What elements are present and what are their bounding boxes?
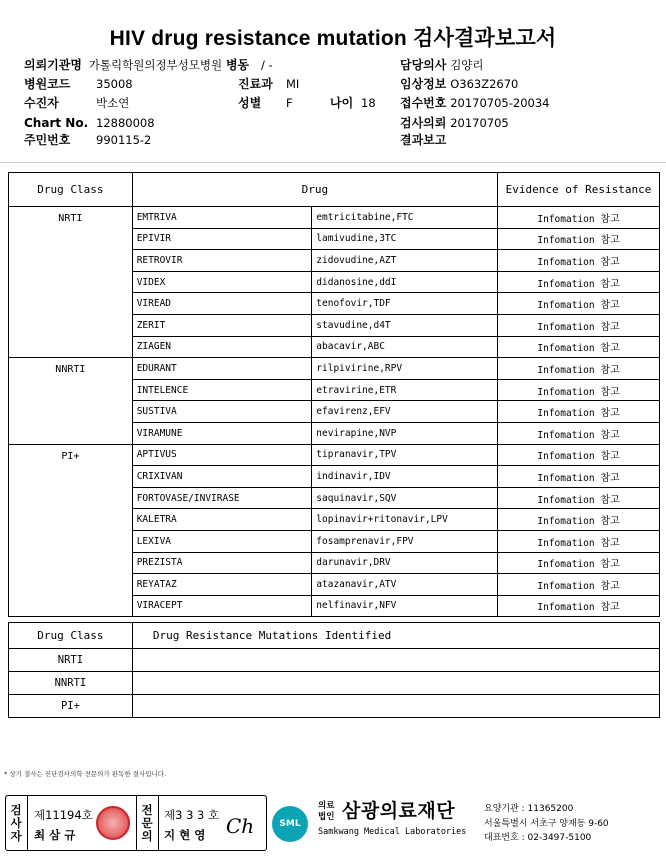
evidence-ko-text: 참고 <box>600 300 620 312</box>
ward-label: 병동 <box>225 58 250 72</box>
mutation-value-cell <box>132 672 659 695</box>
drug-brand-cell: EDURANT <box>132 358 312 380</box>
examiner-name: 최 삼 규 <box>34 828 76 842</box>
drug-brand-cell: CRIXIVAN <box>132 466 312 488</box>
evidence-ko-text: 참고 <box>600 321 620 333</box>
reviewer-signature: Ch <box>226 814 255 838</box>
divider <box>27 796 28 850</box>
ward-value: / - <box>260 58 273 72</box>
evidence-cell <box>498 207 660 229</box>
evidence-text: Infomation <box>537 516 595 528</box>
age-label: 나이 <box>330 96 354 110</box>
drug-table <box>8 172 660 617</box>
evidence-text: Infomation <box>537 364 595 376</box>
drug-generic-cell: tenofovir,TDF <box>312 293 498 315</box>
drug-brand-cell: EMTRIVA <box>132 207 312 229</box>
evidence-ko-text: 참고 <box>600 472 620 484</box>
chart-no-label: Chart No. <box>24 116 89 130</box>
evidence-text: Infomation <box>537 213 595 225</box>
evidence-text: Infomation <box>537 386 595 398</box>
table-row <box>9 695 660 718</box>
evidence-cell <box>498 401 660 423</box>
drug-brand-cell: EPIVIR <box>132 228 312 250</box>
evidence-text: Infomation <box>537 343 595 355</box>
drug-generic-cell: efavirenz,EFV <box>312 401 498 423</box>
drug-generic-cell: saquinavir,SQV <box>312 487 498 509</box>
table-row <box>9 444 660 466</box>
drug-generic-cell: emtricitabine,FTC <box>312 207 498 229</box>
evidence-cell <box>498 293 660 315</box>
department-value: MI <box>286 77 300 91</box>
drug-class-cell: PI+ <box>9 444 133 617</box>
evidence-ko-text: 참고 <box>600 516 620 528</box>
drug-generic-cell: darunavir,DRV <box>312 552 498 574</box>
evidence-ko-text: 참고 <box>600 429 620 441</box>
mutation-class-cell: NRTI <box>9 649 133 672</box>
patient-label: 수진자 <box>24 96 59 110</box>
evidence-cell <box>498 314 660 336</box>
institution-row <box>24 58 273 73</box>
evidence-cell <box>498 444 660 466</box>
drug-generic-cell: fosamprenavir,FPV <box>312 530 498 552</box>
drug-brand-cell: PREZISTA <box>132 552 312 574</box>
evidence-text: Infomation <box>537 451 595 463</box>
drug-brand-cell: VIRACEPT <box>132 595 312 617</box>
report-title: HIV drug resistance mutation 검사결과보고서 <box>109 27 557 50</box>
evidence-ko-text: 참고 <box>600 235 620 247</box>
doctor-label: 담당의사 <box>400 58 447 72</box>
examiner-license: 제11194호 <box>34 808 93 822</box>
evidence-cell <box>498 487 660 509</box>
drug-brand-cell: ZERIT <box>132 314 312 336</box>
footnote: * 상기 결사는 진단검사의학 전문의가 판독한 결사입니다. <box>4 770 167 778</box>
drug-brand-cell: SUSTIVA <box>132 401 312 423</box>
evidence-cell <box>498 358 660 380</box>
evidence-text: Infomation <box>537 321 595 333</box>
mutation-class-cell: NNRTI <box>9 672 133 695</box>
drug-table-header <box>9 173 660 207</box>
reviewer-name: 지 현 영 <box>164 828 206 842</box>
evidence-text: Infomation <box>537 278 595 290</box>
hospital-code-label: 병원코드 <box>24 77 71 91</box>
evidence-cell <box>498 271 660 293</box>
divider <box>158 796 159 850</box>
reviewer-label: 전 문 의 <box>141 803 153 843</box>
org-name: 삼광의료재단 <box>342 800 456 822</box>
evidence-ko-text: 참고 <box>600 256 620 268</box>
evidence-ko-text: 참고 <box>600 213 620 225</box>
drug-header: Drug <box>132 173 497 207</box>
receipt-no-value: 20170705-20034 <box>450 96 550 110</box>
evidence-text: Infomation <box>537 559 595 571</box>
drug-generic-cell: etravirine,ETR <box>312 379 498 401</box>
drug-class-header: Drug Class <box>9 173 133 207</box>
evidence-ko-text: 참고 <box>600 559 620 571</box>
evidence-cell <box>498 422 660 444</box>
drug-generic-cell: zidovudine,AZT <box>312 250 498 272</box>
institution-value: 가톨릭학원의정부성모병원 <box>88 58 223 72</box>
sex-label: 성별 <box>238 96 262 110</box>
org-type: 의료법인 <box>318 801 335 822</box>
drug-brand-cell: ZIAGEN <box>132 336 312 358</box>
drug-generic-cell: tipranavir,TPV <box>312 444 498 466</box>
evidence-cell <box>498 595 660 617</box>
evidence-text: Infomation <box>537 537 595 549</box>
drug-brand-cell: VIDEX <box>132 271 312 293</box>
evidence-text: Infomation <box>537 580 595 592</box>
seal-stamp-icon <box>96 806 130 840</box>
hospital-code-row <box>24 77 70 92</box>
doctor-value: 김양리 <box>450 58 484 72</box>
evidence-ko-text: 참고 <box>600 537 620 549</box>
clinical-info-value: O363Z2670 <box>450 77 519 91</box>
evidence-cell <box>498 228 660 250</box>
evidence-text: Infomation <box>537 429 595 441</box>
signature-box <box>5 795 267 851</box>
drug-generic-cell: lopinavir+ritonavir,LPV <box>312 509 498 531</box>
drug-generic-cell: atazanavir,ATV <box>312 574 498 596</box>
address: 서울특별시 서초구 양재동 9-60 <box>484 819 609 829</box>
drug-brand-cell: FORTOVASE/INVIRASE <box>132 487 312 509</box>
evidence-text: Infomation <box>537 494 595 506</box>
evidence-cell <box>498 574 660 596</box>
reviewer-license: 제3 3 3 호 <box>164 808 220 822</box>
table-row <box>9 207 660 229</box>
mutation-class-header: Drug Class <box>9 623 133 649</box>
clinical-info-label: 임상정보 <box>400 77 447 91</box>
test-request-value: 20170705 <box>450 116 509 130</box>
institution-label: 의뢰기관명 <box>24 58 82 72</box>
drug-generic-cell: rilpivirine,RPV <box>312 358 498 380</box>
drug-class-cell: NRTI <box>9 207 133 358</box>
chart-no-value: 12880008 <box>96 116 155 130</box>
drug-generic-cell: stavudine,d4T <box>312 314 498 336</box>
hospital-code-value: 35008 <box>96 77 133 91</box>
department-label: 진료과 <box>238 77 273 91</box>
table-row <box>9 649 660 672</box>
sex-value: F <box>286 96 293 110</box>
mutation-value-cell <box>132 695 659 718</box>
evidence-ko-text: 참고 <box>600 602 620 614</box>
evidence-cell <box>498 379 660 401</box>
mutation-value-cell <box>132 649 659 672</box>
drug-generic-cell: lamivudine,3TC <box>312 228 498 250</box>
evidence-ko-text: 참고 <box>600 494 620 506</box>
drug-brand-cell: VIRAMUNE <box>132 422 312 444</box>
drug-brand-cell: VIREAD <box>132 293 312 315</box>
evidence-text: Infomation <box>537 300 595 312</box>
evidence-text: Infomation <box>537 235 595 247</box>
drug-generic-cell: didanosine,ddI <box>312 271 498 293</box>
mutation-class-cell: PI+ <box>9 695 133 718</box>
evidence-text: Infomation <box>537 408 595 420</box>
evidence-cell <box>498 509 660 531</box>
header-divider <box>0 162 666 163</box>
org-name-en: Samkwang Medical Laboratories <box>318 827 467 837</box>
patient-value: 박소연 <box>96 96 130 110</box>
evidence-text: Infomation <box>537 472 595 484</box>
drug-brand-cell: KALETRA <box>132 509 312 531</box>
drug-generic-cell: nelfinavir,NFV <box>312 595 498 617</box>
drug-class-cell: NNRTI <box>9 358 133 444</box>
evidence-cell <box>498 466 660 488</box>
drug-brand-cell: REYATAZ <box>132 574 312 596</box>
drug-brand-cell: LEXIVA <box>132 530 312 552</box>
test-request-label: 검사의뢰 <box>400 116 447 130</box>
table-row <box>9 672 660 695</box>
mutation-table-header <box>9 623 660 649</box>
examiner-label: 검 사 자 <box>10 803 22 843</box>
drug-brand-cell: APTIVUS <box>132 444 312 466</box>
mutation-table <box>8 622 660 718</box>
table-row <box>9 358 660 380</box>
drug-generic-cell: nevirapine,NVP <box>312 422 498 444</box>
drug-table-body <box>9 207 660 617</box>
evidence-ko-text: 참고 <box>600 580 620 592</box>
evidence-cell <box>498 552 660 574</box>
phone: 대표번호 : 02-3497-5100 <box>484 833 592 843</box>
evidence-ko-text: 참고 <box>600 386 620 398</box>
evidence-header: Evidence of Resistance <box>498 173 660 207</box>
resident-no-value: 990115-2 <box>96 133 152 147</box>
evidence-cell <box>498 336 660 358</box>
evidence-cell <box>498 530 660 552</box>
drug-brand-cell: RETROVIR <box>132 250 312 272</box>
drug-brand-cell: INTELENCE <box>132 379 312 401</box>
evidence-text: Infomation <box>537 602 595 614</box>
evidence-ko-text: 참고 <box>600 278 620 290</box>
evidence-cell <box>498 250 660 272</box>
nursing-code: 요양기관 : 11365200 <box>484 804 574 814</box>
evidence-ko-text: 참고 <box>600 343 620 355</box>
age-value: 18 <box>361 96 376 110</box>
evidence-ko-text: 참고 <box>600 364 620 376</box>
mutation-identified-header: Drug Resistance Mutations Identified <box>132 623 659 649</box>
result-report-label: 결과보고 <box>400 133 447 147</box>
evidence-text: Infomation <box>537 256 595 268</box>
evidence-ko-text: 참고 <box>600 408 620 420</box>
resident-no-label: 주민번호 <box>24 133 71 147</box>
drug-generic-cell: abacavir,ABC <box>312 336 498 358</box>
evidence-ko-text: 참고 <box>600 451 620 463</box>
receipt-no-label: 접수번호 <box>400 96 447 110</box>
drug-generic-cell: indinavir,IDV <box>312 466 498 488</box>
divider <box>136 796 137 850</box>
sml-logo-icon: SML <box>272 806 308 842</box>
